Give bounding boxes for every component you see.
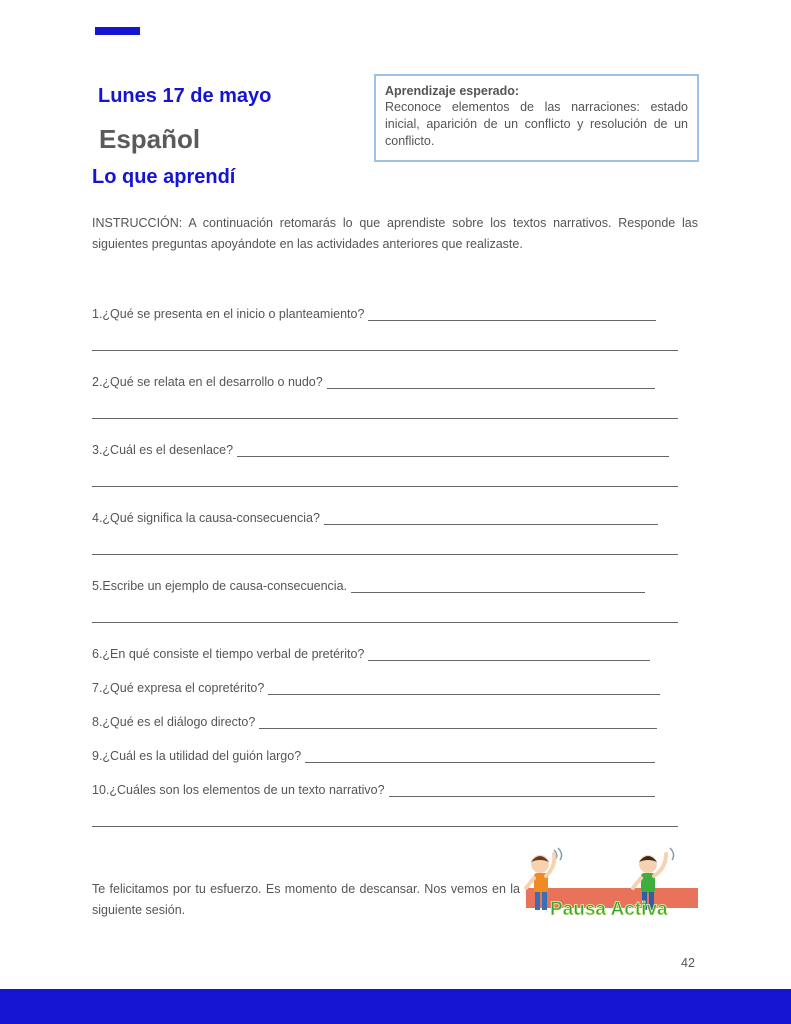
question-8-text: 8.¿Qué es el diálogo directo?	[92, 715, 256, 729]
section-title: Lo que aprendí	[92, 166, 236, 188]
question-1	[92, 303, 656, 321]
question-7-text: 7.¿Qué expresa el copretérito?	[92, 681, 265, 695]
answer-line[interactable]	[389, 785, 655, 797]
page-number: 42	[681, 956, 695, 970]
answer-line[interactable]	[305, 751, 655, 763]
closing-message: Te felicitamos por tu esfuerzo. Es momento de descansar. Nos vemos en la siguiente sesión.	[92, 882, 520, 917]
question-6	[92, 643, 650, 661]
answer-line[interactable]	[268, 683, 660, 695]
answer-line[interactable]	[259, 717, 657, 729]
pause-activa-banner	[520, 846, 698, 922]
lesson-date: Lunes 17 de mayo	[98, 85, 272, 107]
answer-line[interactable]	[92, 826, 678, 827]
question-2	[92, 371, 655, 389]
answer-line[interactable]	[324, 513, 658, 525]
question-4	[92, 507, 658, 525]
learning-objective-title: Aprendizaje esperado:	[385, 84, 520, 98]
answer-line[interactable]	[92, 554, 678, 555]
instruction-text: INSTRUCCIÓN: A continuación retomarás lo que aprendiste sobre los textos narrativos. Responde las siguientes preguntas apoyándote en las actividades anteriores que realizaste.	[92, 216, 698, 251]
learning-objective-text: Reconoce elementos de las narraciones: estado inicial, aparición de un conflicto y resolución de un conflicto.	[385, 100, 688, 148]
answer-line[interactable]	[92, 418, 678, 419]
question-7	[92, 677, 660, 695]
question-9-text: 9.¿Cuál es la utilidad del guión largo?	[92, 749, 302, 763]
answer-line[interactable]	[237, 445, 669, 457]
answer-line[interactable]	[368, 309, 656, 321]
question-3-text: 3.¿Cuál es el desenlace?	[92, 443, 234, 457]
question-8	[92, 711, 657, 729]
question-5-text: 5.Escribe un ejemplo de causa-consecuencia.	[92, 579, 348, 593]
answer-line[interactable]	[92, 486, 678, 487]
question-3	[92, 439, 669, 457]
answer-line[interactable]	[368, 649, 650, 661]
question-10	[92, 779, 655, 797]
question-6-text: 6.¿En qué consiste el tiempo verbal de pretérito?	[92, 647, 365, 661]
question-1-text: 1.¿Qué se presenta en el inicio o planteamiento?	[92, 307, 365, 321]
answer-line[interactable]	[92, 350, 678, 351]
question-4-text: 4.¿Qué significa la causa-consecuencia?	[92, 511, 320, 525]
top-accent-bar	[95, 27, 140, 35]
subject-title: Español	[99, 124, 201, 154]
bottom-accent-bar	[0, 989, 791, 1024]
question-9	[92, 745, 655, 763]
question-10-text: 10.¿Cuáles son los elementos de un texto narrativo?	[92, 783, 385, 797]
question-5	[92, 575, 645, 593]
learning-objective-box	[374, 74, 699, 162]
answer-line[interactable]	[327, 377, 655, 389]
banner-text: Pausa Activa	[550, 899, 668, 920]
answer-line[interactable]	[92, 622, 678, 623]
answer-line[interactable]	[351, 581, 645, 593]
question-2-text: 2.¿Qué se relata en el desarrollo o nudo?	[92, 375, 323, 389]
